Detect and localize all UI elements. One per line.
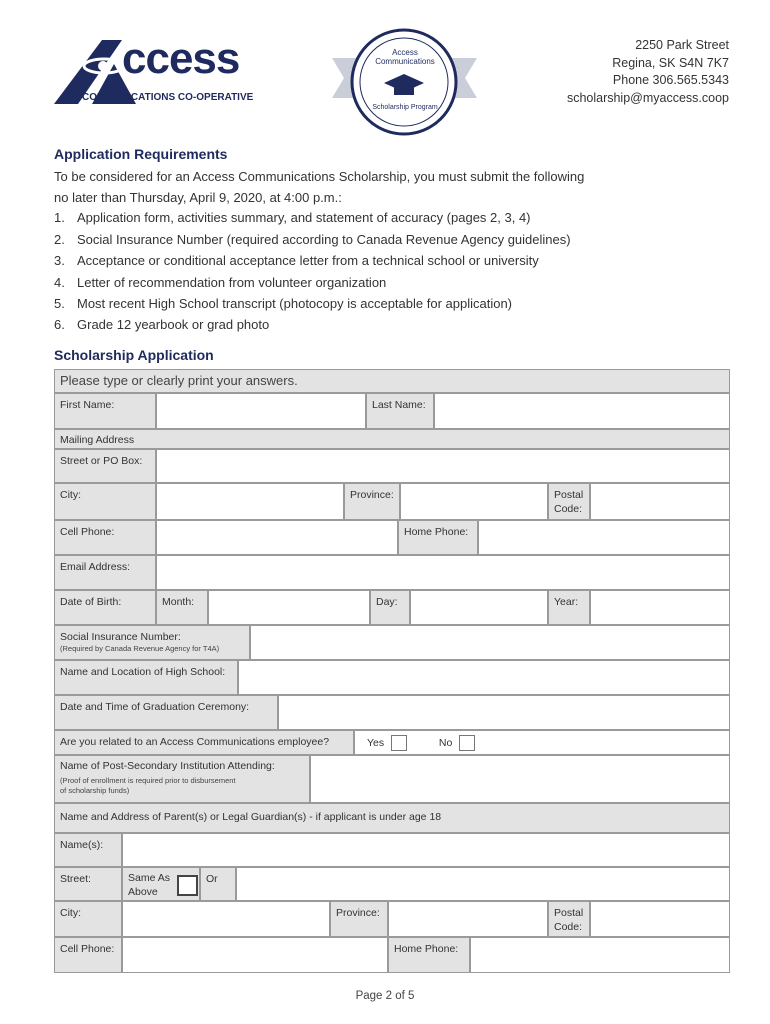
same-as-above-checkbox[interactable]: [177, 875, 198, 896]
month-label: Month:: [156, 590, 208, 625]
address-city: Regina, SK S4N 7K7: [612, 55, 729, 70]
no-label: No: [438, 736, 453, 749]
parent-street-input[interactable]: [236, 867, 730, 901]
province-input[interactable]: [400, 483, 548, 520]
scholarship-seal: [332, 28, 477, 136]
year-label: Year:: [548, 590, 590, 625]
postal-code-input[interactable]: [590, 483, 730, 520]
access-logo: [52, 34, 272, 108]
requirement-item: 4. Letter of recommendation from volunteer organization: [54, 275, 387, 290]
parent-cell-phone-input[interactable]: [122, 937, 388, 973]
requirements-title: Application Requirements: [54, 146, 228, 162]
year-input[interactable]: [590, 590, 730, 625]
home-phone-label: Home Phone:: [398, 520, 478, 555]
post-secondary-note-1: (Proof of enrollment is required prior to disbursement: [60, 776, 236, 785]
page-number: Page 2 of 5: [355, 990, 415, 1002]
month-input[interactable]: [208, 590, 370, 625]
requirement-item: 2. Social Insurance Number (required according to Canada Revenue Agency guidelines): [54, 232, 571, 247]
names-label: Name(s):: [54, 833, 122, 867]
parent-home-phone-label: Home Phone:: [388, 937, 470, 973]
street-po-input[interactable]: [156, 449, 730, 483]
email-input[interactable]: [156, 555, 730, 590]
sin-label: Social Insurance Number: (Required by Canada Revenue Agency for T4A): [54, 625, 250, 660]
form-instruction: Please type or clearly print your answers.: [54, 369, 730, 393]
requirement-item: 5. Most recent High School transcript (photocopy is acceptable for application): [54, 296, 512, 311]
intro-line-2: no later than Thursday, April 9, 2020, at 4:00 p.m.:: [54, 190, 342, 205]
logo-wordmark: ccess: [122, 34, 240, 83]
parent-province-label: Province:: [330, 901, 388, 937]
grad-ceremony-input[interactable]: [278, 695, 730, 730]
cell-phone-label: Cell Phone:: [54, 520, 156, 555]
post-secondary-label: Name of Post-Secondary Institution Attending: (Proof of enrollment is required prior to disbursement of scholarship funds): [54, 755, 310, 803]
parent-postal-code-input[interactable]: [590, 901, 730, 937]
email-label: Email Address:: [54, 555, 156, 590]
high-school-input[interactable]: [238, 660, 730, 695]
sin-note: (Required by Canada Revenue Agency for T4A): [60, 644, 220, 653]
post-secondary-note-2: of scholarship funds): [60, 786, 130, 795]
requirements-intro: [54, 166, 584, 208]
grad-ceremony-label: Date and Time of Graduation Ceremony:: [54, 695, 278, 730]
address-email: scholarship@myaccess.coop: [566, 90, 729, 105]
parent-cell-phone-label: Cell Phone:: [54, 937, 122, 973]
parent-city-input[interactable]: [122, 901, 330, 937]
names-input[interactable]: [122, 833, 730, 867]
seal-text-bottom: Scholarship Program: [372, 104, 438, 111]
day-label: Day:: [370, 590, 410, 625]
last-name-label: Last Name:: [366, 393, 434, 429]
cell-phone-input[interactable]: [156, 520, 398, 555]
form-title: Scholarship Application: [54, 347, 214, 363]
seal-text-top: Access Communications: [375, 48, 435, 66]
requirement-item: 3. Acceptance or conditional acceptance letter from a technical school or university: [54, 253, 539, 268]
requirement-item: 6. Grade 12 yearbook or grad photo: [54, 317, 270, 332]
or-label: Or: [200, 867, 236, 901]
parent-province-input[interactable]: [388, 901, 548, 937]
parent-guardian-heading: Name and Address of Parent(s) or Legal Guardian(s) - if applicant is under age 18: [54, 803, 730, 833]
logo-subtitle: COMMUNICATIONS CO-OPERATIVE: [82, 92, 254, 103]
related-employee-options: [354, 730, 730, 755]
day-input[interactable]: [410, 590, 548, 625]
related-employee-label: Are you related to an Access Communications employee?: [54, 730, 354, 755]
city-label: City:: [54, 483, 156, 520]
last-name-input[interactable]: [434, 393, 730, 429]
requirement-item: 1. Application form, activities summary, and statement of accuracy (pages 2, 3, 4): [54, 210, 531, 225]
address-phone: Phone 306.565.5343: [612, 73, 729, 87]
post-secondary-input[interactable]: [310, 755, 730, 803]
address-street: 2250 Park Street: [635, 38, 729, 52]
home-phone-input[interactable]: [478, 520, 730, 555]
city-input[interactable]: [156, 483, 344, 520]
address-block: [567, 37, 729, 107]
province-label: Province:: [344, 483, 400, 520]
parent-street-label: Street:: [54, 867, 122, 901]
first-name-input[interactable]: [156, 393, 366, 429]
street-po-label: Street or PO Box:: [54, 449, 156, 483]
high-school-label: Name and Location of High School:: [54, 660, 238, 695]
sin-input[interactable]: [250, 625, 730, 660]
dob-label: Date of Birth:: [54, 590, 156, 625]
parent-postal-code-label: Postal Code:: [548, 901, 590, 937]
first-name-label: First Name:: [54, 393, 156, 429]
intro-line-1: To be considered for an Access Communications Scholarship, you must submit the following: [54, 169, 585, 184]
no-checkbox[interactable]: [459, 735, 475, 751]
mailing-address-heading: Mailing Address: [54, 429, 730, 449]
parent-city-label: City:: [54, 901, 122, 937]
parent-home-phone-input[interactable]: [470, 937, 730, 973]
yes-label: Yes: [367, 736, 385, 749]
postal-code-label: Postal Code:: [548, 483, 590, 520]
same-as-above: Same As Above: [122, 867, 200, 901]
yes-checkbox[interactable]: [391, 735, 407, 751]
